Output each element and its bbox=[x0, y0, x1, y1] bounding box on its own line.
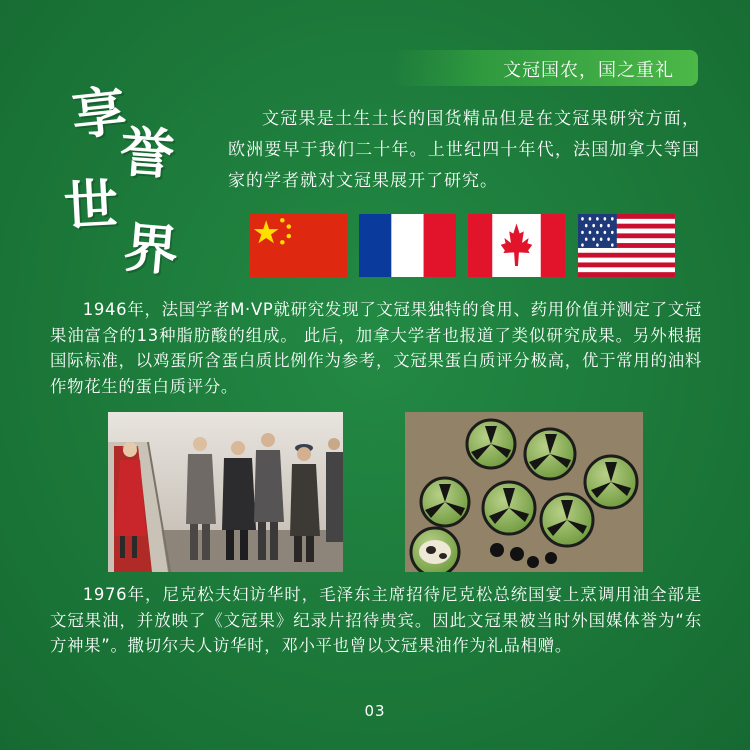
page-number: 03 bbox=[364, 702, 386, 720]
banner-text: 文冠国农，国之重礼 bbox=[503, 60, 674, 81]
usa-flag-icon bbox=[578, 214, 675, 277]
research-paragraph: 1946年，法国学者M·VP就研究发现了文冠果独特的食用、药用价值并测定了文冠果油富含的13种脂肪酸的组成。 此后，加拿大学者也报道了类似研究成果。另外根据国际标准，以鸡蛋所含蛋白质比例作为参考，文冠果蛋白质评分极高，优于常用的油料作物花生的蛋白质评分。 bbox=[50, 300, 702, 396]
title-char-1: 享 bbox=[68, 78, 130, 148]
france-flag-icon bbox=[359, 214, 456, 277]
title-char-3: 世 bbox=[62, 171, 120, 239]
xanthoceras-fruit-photo bbox=[405, 412, 643, 572]
title-char-2: 誉 bbox=[117, 119, 177, 187]
history-paragraph: 1976年，尼克松夫妇访华时，毛泽东主席招待尼克松总统国宴上烹调用油全部是文冠果油，并放映了《文冠果》纪录片招待贵宾。因此文冠果被当时外国媒体誉为“东方神果”。撒切尔夫人访华时，邓小平也曾以文冠果油作为礼品相赠。 bbox=[50, 585, 702, 655]
historic-visit-photo bbox=[108, 412, 343, 572]
header-banner bbox=[392, 50, 698, 86]
intro-paragraph: 文冠果是土生土长的国货精品但是在文冠果研究方面，欧洲要早于我们二十年。上世纪四十年代，法国加拿大等国家的学者就对文冠果展开了研究。 bbox=[228, 109, 700, 191]
canada-flag-icon bbox=[468, 214, 565, 277]
title-char-4: 界 bbox=[121, 214, 181, 284]
china-flag-icon bbox=[250, 214, 347, 277]
